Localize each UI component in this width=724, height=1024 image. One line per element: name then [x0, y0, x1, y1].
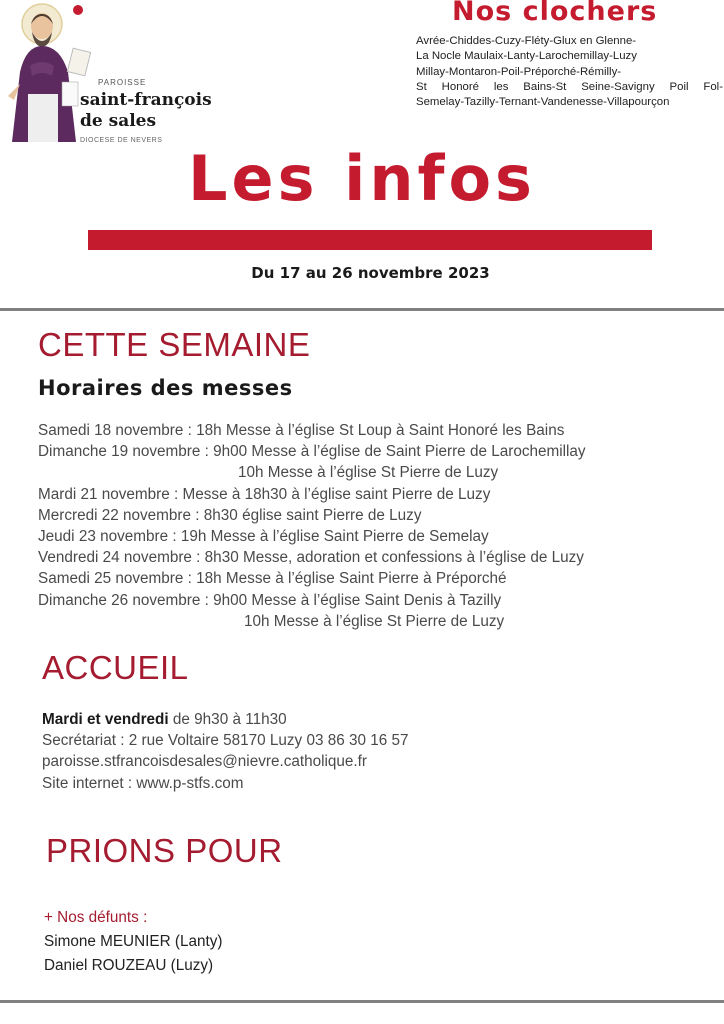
mass-schedule [38, 420, 586, 632]
schedule-line: Mercredi 22 novembre : 8h30 église saint Pierre de Luzy [38, 506, 422, 524]
divider [0, 1000, 724, 1003]
schedule-line: Vendredi 24 novembre : 8h30 Messe, adoration et confessions à l’église de Luzy [38, 549, 584, 567]
divider [0, 308, 724, 311]
schedule-line: Mardi 21 novembre : Messe à 18h30 à l’église saint Pierre de Luzy [38, 485, 491, 503]
section-title-accueil: ACCUEIL [42, 649, 189, 686]
clochers-line: Millay-Montaron-Poil-Préporché-Rémilly- [416, 65, 622, 78]
defunts-heading: + Nos défunts : [44, 909, 148, 926]
schedule-line: 10h Messe à l’église St Pierre de Luzy [238, 464, 499, 482]
opening-time: de 9h30 à 11h30 [168, 711, 287, 728]
clochers-line: La Nocle Maulaix-Lanty-Larochemillay-Luzy [416, 50, 637, 63]
schedule-line: Jeudi 23 novembre : 19h Messe à l’église Saint Pierre de Semelay [38, 528, 489, 546]
website-link[interactable]: Site internet : www.p-stfs.com [42, 774, 244, 792]
defunt-name: Simone MEUNIER (Lanty) [44, 933, 223, 950]
paroisse-label: PAROISSE [98, 78, 147, 87]
defunt-name: Daniel ROUZEAU (Luzy) [44, 957, 214, 974]
section-title-week: CETTE SEMAINE [38, 326, 311, 363]
main-title: Les infos [188, 142, 536, 215]
clochers-line: Avrée-Chiddes-Cuzy-Fléty-Glux en Glenne- [416, 35, 637, 47]
masses-subtitle: Horaires des messes [38, 376, 293, 400]
schedule-line: 10h Messe à l’église St Pierre de Luzy [244, 612, 505, 630]
prions-block [44, 906, 223, 978]
schedule-line: Dimanche 26 novembre : 9h00 Messe à l’église Saint Denis à Tazilly [38, 591, 502, 609]
date-range: Du 17 au 26 novembre 2023 [251, 264, 490, 282]
clochers-title: Nos clochers [452, 0, 658, 27]
parish-name-line2: de sales [80, 111, 157, 131]
email-address[interactable]: paroisse.stfrancoisdesales@nievre.catholique.fr [42, 753, 368, 771]
clochers-line: Semelay-Tazilly-Ternant-Vandenesse-Villapourçon [416, 96, 670, 109]
parish-name [80, 90, 212, 132]
clochers-line: St Honoré les Bains-St Seine-Savigny Poil Fol- [416, 80, 723, 93]
schedule-line: Samedi 18 novembre : 18h Messe à l’église St Loup à Saint Honoré les Bains [38, 422, 565, 439]
title-underline-bar [88, 230, 652, 250]
accueil-block [42, 709, 409, 794]
secretariat-address: Secrétariat : 2 rue Voltaire 58170 Luzy 03 86 30 16 57 [42, 732, 409, 750]
clochers-list [416, 34, 723, 110]
opening-days: Mardi et vendredi [42, 711, 169, 728]
schedule-line: Dimanche 19 novembre : 9h00 Messe à l’église de Saint Pierre de Larochemillay [38, 443, 586, 461]
schedule-line: Samedi 25 novembre : 18h Messe à l’église Saint Pierre à Préporché [38, 570, 507, 588]
section-title-prions: PRIONS POUR [46, 832, 283, 869]
parish-name-line1: saint-françois [80, 90, 212, 110]
opening-hours [42, 709, 409, 730]
diocese-label: DIOCESE DE NEVERS [80, 137, 163, 144]
